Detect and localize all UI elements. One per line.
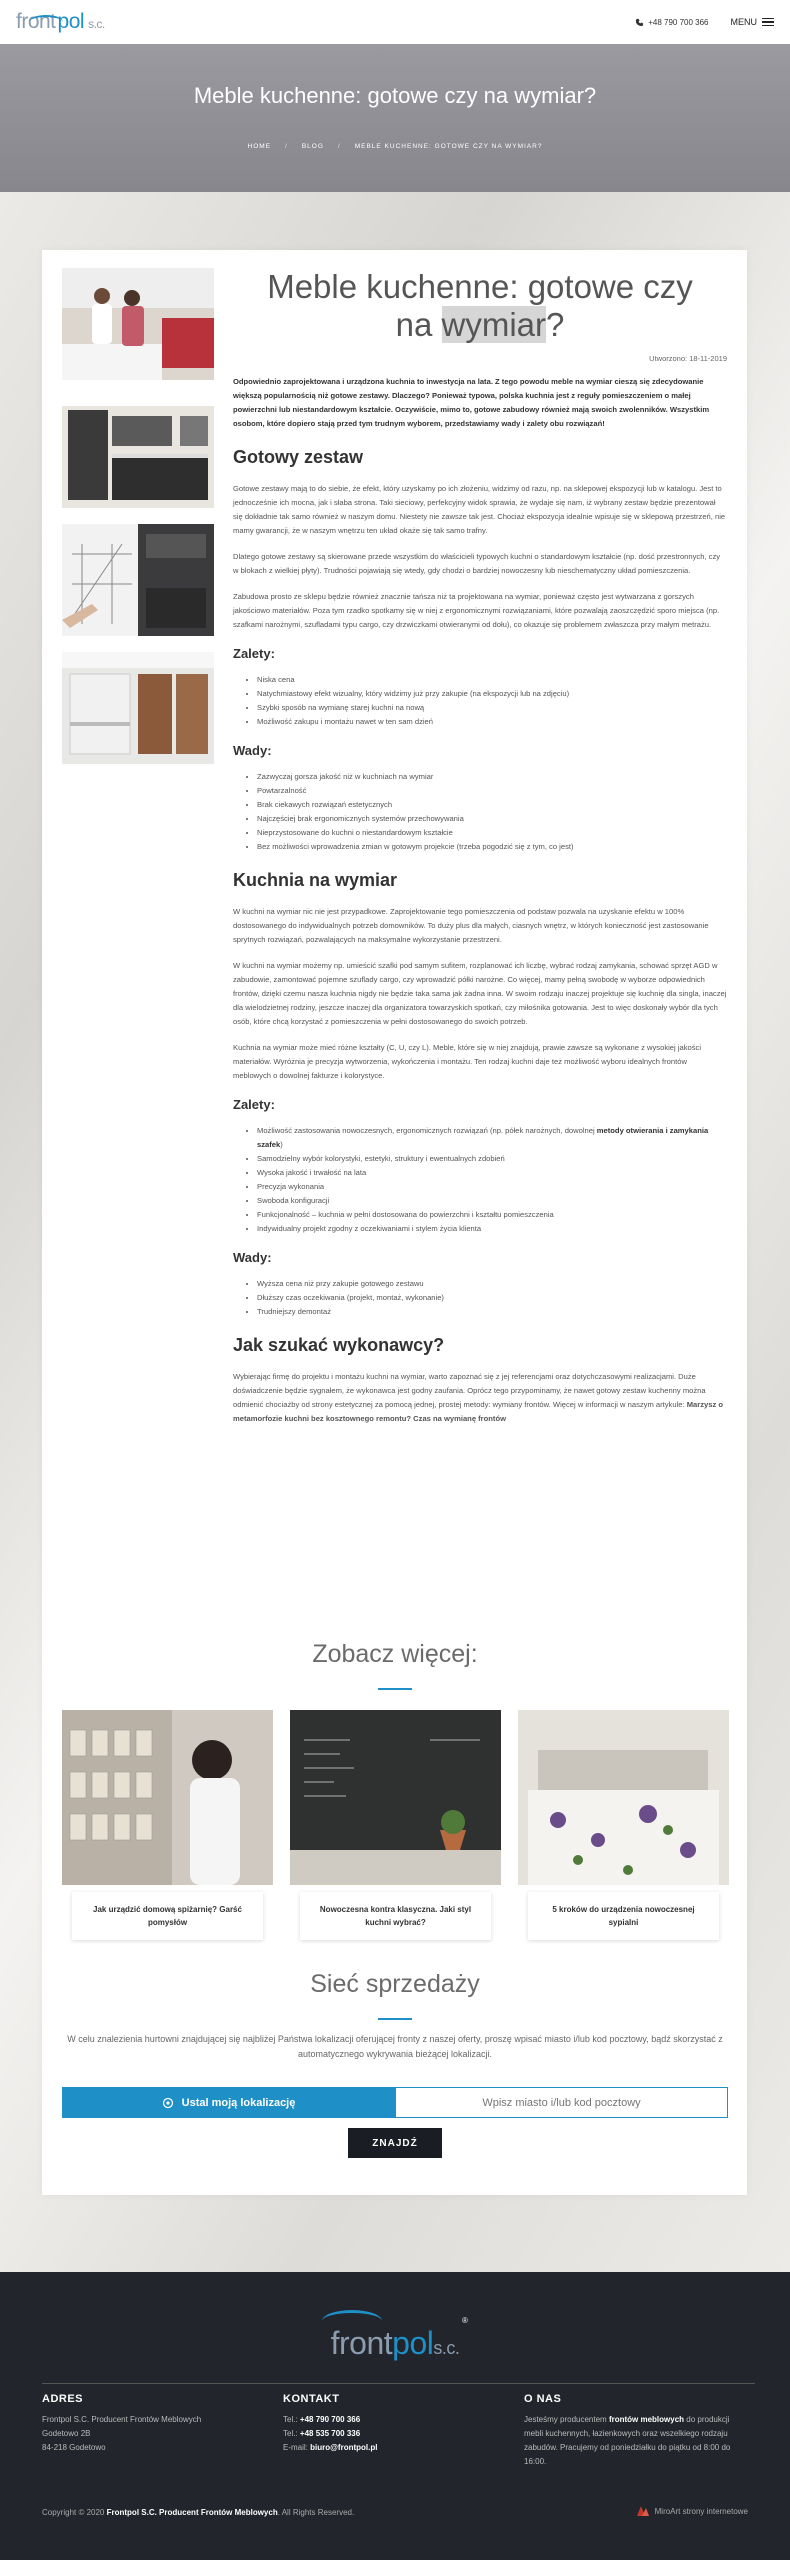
hero-banner [0, 44, 790, 192]
list-item: • Niska cena [257, 673, 727, 687]
list-item: • Bez możliwości wprowadzenia zmian w gotowym projekcie (trzeba pogodzić się z tym, co jest) [257, 840, 727, 854]
header-phone-number: +48 790 700 366 [648, 17, 709, 27]
menu-button[interactable] [731, 17, 775, 27]
related-post-card[interactable] [62, 1710, 273, 1930]
breadcrumb-separator: / [285, 142, 288, 150]
breadcrumb-current: MEBLE KUCHENNE: GOTOWE CZY NA WYMIAR? [354, 142, 543, 150]
sales-network-title: Sieć sprzedaży [310, 1970, 480, 1998]
list-item: • Możliwość zastosowania nowoczesnych, ergonomicznych rozwiązań (np. półek narożnych, dowolnej metody otwierania i zamykania szafek) [257, 1124, 727, 1152]
header-phone[interactable] [635, 18, 708, 27]
footer-address-line: Godetowo 2B [42, 2429, 91, 2438]
cons-title: Wady: [233, 743, 272, 758]
article-image-wood-kitchen [62, 652, 214, 764]
breadcrumb-home[interactable]: HOME [247, 142, 272, 150]
paragraph: Kuchnia na wymiar może mieć różne kształty (C, U, czy L). Meble, które się w niej znajdują, prawie zawsze są wykonane z wysokiej jakości materiałów. Wyróżnia je precyzja wytworzenia, wykończenia i montażu. Ten rodzaj kuchni daje też możliwość wyboru idealnych frontów meblowych o dowolnej fakturze i kolorystyce. [233, 1043, 702, 1080]
locate-me-label: Ustal moją lokalizację [181, 2096, 296, 2109]
registered-mark: ® [462, 2316, 468, 2325]
list-item: • Natychmiastowy efekt wizualny, który widzimy już przy zakupie (na ekspozycji lub na zdjęciu) [257, 687, 727, 701]
article-image-couple-kitchen [62, 268, 214, 380]
locate-me-button[interactable] [62, 2087, 395, 2118]
footer-logo[interactable]: frontpols.c. [330, 2325, 460, 2361]
find-button[interactable]: ZNAJDŹ [348, 2128, 442, 2158]
section-title-ready-set: Gotowy zestaw [233, 447, 364, 467]
menu-label: MENU [730, 17, 757, 27]
hamburger-icon [762, 18, 774, 27]
breadcrumb-separator: / [337, 142, 341, 150]
sales-network-description: W celu znalezienia hurtowni znajdującej się najbliżej Państwa lokalizacji oferującej fronty z naszej oferty, proszę wpisać miasto i/lub kod pocztowy, bądź skorzystać z automatycznego wykrywania bieżącej lokalizacji. [67, 2034, 723, 2059]
article-image-modern-kitchen [62, 396, 214, 508]
list-item: • Możliwość zakupu i montażu nawet w ten sam dzień [257, 715, 727, 729]
list-item: • Wysoka jakość i trwałość na lata [257, 1166, 727, 1180]
see-more-underline [378, 1688, 412, 1690]
article-image-kitchen-sketch [62, 524, 214, 636]
breadcrumb-blog[interactable]: BLOG [301, 142, 324, 150]
related-post-card[interactable] [518, 1710, 729, 1930]
phone-icon [635, 18, 644, 27]
footer-about-text: Jesteśmy producentem frontów meblowych do produkcji mebli kuchennych, łazienkowych oraz wszelkiego rodzaju zabudów. Pracujemy od poniedziałku do piątku od 8:00 do 16:00. [524, 2415, 731, 2466]
list-item: • Dłuższy czas oczekiwania (projekt, montaż, wykonanie) [257, 1291, 727, 1305]
pros-title: Zalety: [233, 1097, 275, 1112]
opening-methods-link[interactable]: metody otwierania i zamykania szafek [257, 1126, 709, 1149]
related-post-title: 5 kroków do urządzenia nowoczesnej sypialni [528, 1892, 719, 1940]
list-item: • Zazwyczaj gorsza jakość niż w kuchniach na wymiar [257, 770, 727, 784]
miroart-logo-icon [636, 2505, 650, 2517]
pros-title: Zalety: [233, 646, 275, 661]
footer-about [524, 2393, 744, 2469]
related-post-card[interactable] [290, 1710, 501, 1930]
footer-divider [42, 2383, 755, 2384]
footer-phone-2[interactable]: Tel.: +48 535 700 336 [283, 2429, 361, 2438]
paragraph: W kuchni na wymiar możemy np. umieścić szafki pod samym sufitem, rozplanować ich liczbę, wybrać rodzaj zamykania, schować sprzęt AGD w zabudowie, zamontować pojemne szuflady cargo, czy wprowadzić półki narożne. Co więcej, mamy pełną swobodę w wyborze odpowiednich frontów, dzięki czemu nasza kuchnia nigdy nie będzie taka sama jak żadna inna. W swoim rodzaju inaczej projektuje się kuchnię dla singla, inaczej dla wielodzietnej rodziny, jeszcze inaczej dla organizatora towarzyskich spotkań, czy miłośnika gotowania. Jest to więc doskonały wybór dla tych osób, które chcą korzystać z pomieszczenia w pełni dostosowanego do swoich potrzeb. [233, 961, 727, 1026]
article-body [233, 268, 727, 1438]
paragraph: Wybierając firmę do projektu i montażu kuchni na wymiar, warto zapoznać się z jej referencjami oraz dotychczasowymi realizacjami. Duże doświadczenie będzie sygnałem, że wykonawca jest godny zaufania. Oprócz tego przypominamy, że nawet gotowy zestaw kuchenny można odmienić chociażby od strony estetycznej za pomocą jednej, prostej metody: wymiany frontów. Więcej w informacji w naszym artykule: Marzysz o metamorfozie kuchni bez kosztownego remontu? Czas na wymianę frontów [233, 1372, 723, 1423]
pros-list-ready [233, 673, 727, 729]
related-post-image-pantry [62, 1710, 273, 1885]
footer-address-line: Frontpol S.C. Producent Frontów Meblowych [42, 2415, 202, 2424]
site-logo[interactable]: front pol s.c. [16, 10, 105, 33]
footer-phone-1[interactable]: Tel.: +48 790 700 366 [283, 2415, 361, 2424]
hero-title: Meble kuchenne: gotowe czy na wymiar? [193, 82, 597, 108]
logo-arc [29, 15, 63, 29]
site-header [0, 0, 790, 44]
cons-list-custom [233, 1277, 727, 1319]
list-item: • Powtarzalność [257, 784, 727, 798]
pros-list-custom [233, 1124, 727, 1236]
list-item: • Brak ciekawych rozwiązań estetycznych [257, 798, 727, 812]
list-item: • Najczęściej brak ergonomicznych systemów przechowywania [257, 812, 727, 826]
article-title: Meble kuchenne: gotowe czy na wymiar? [267, 268, 693, 343]
related-post-title: Nowoczesna kontra klasyczna. Jaki styl kuchni wybrać? [300, 1892, 491, 1940]
list-item: • Precyzja wykonania [257, 1180, 727, 1194]
crosshair-icon [162, 2097, 174, 2109]
fronts-article-link[interactable]: Marzysz o metamorfozie kuchni bez kosztownego remontu? Czas na wymianę frontów [233, 1400, 723, 1423]
header-actions [635, 17, 774, 27]
footer-email[interactable]: E-mail: biuro@frontpol.pl [283, 2443, 378, 2452]
related-post-image-chalkboard [290, 1710, 501, 1885]
breadcrumb [248, 143, 543, 150]
footer-about-title: O NAS [524, 2393, 562, 2405]
article-images [62, 268, 214, 780]
cons-list-ready [233, 770, 727, 854]
copyright: Copyright © 2020 Frontpol S.C. Producent Frontów Meblowych. All Rights Reserved. [42, 2508, 355, 2517]
footer-address-line: 84-218 Godetowo [42, 2443, 106, 2452]
list-item: • Wyższa cena niż przy zakupie gotowego zestawu [257, 1277, 727, 1291]
list-item: • Swoboda konfiguracji [257, 1194, 727, 1208]
paragraph: Zabudowa prosto ze sklepu będzie również znacznie tańsza niż ta projektowana na wymiar, ponieważ często jest wytwarzana z gorszych jakościowo materiałów. Poza tym rzadko spotkamy się w niej z ergonomicznymi rozwiązaniami, które pozwalają zaoszczędzić sporo miejsca (np. szafkami narożnymi, szufladami typu cargo, czy drzwiczkami otwieranymi od dołu), co okazuje się problemem zwłaszcza przy małym metrażu. [233, 592, 720, 629]
related-post-image-bedroom [518, 1710, 729, 1885]
related-post-title: Jak urządzić domową spiżarnię? Garść pomysłów [72, 1892, 263, 1940]
city-postcode-input[interactable] [395, 2087, 728, 2118]
list-item: • Samodzielny wybór kolorystyki, estetyki, struktury i ewentualnych zdobień [257, 1152, 727, 1166]
see-more-title: Zobacz więcej: [312, 1640, 478, 1668]
section-title-custom-kitchen: Kuchnia na wymiar [233, 870, 398, 890]
article-date: Utworzono: 18-11-2019 [649, 354, 727, 363]
list-item: • Funkcjonalność – kuchnia w pełni dostosowana do powierzchni i kształtu pomieszczenia [257, 1208, 727, 1222]
footer-address-title: ADRES [42, 2393, 84, 2405]
list-item: • Trudniejszy demontaż [257, 1305, 727, 1319]
footer-contact [283, 2393, 503, 2455]
sales-network-underline [378, 2018, 412, 2020]
footer-address [42, 2393, 262, 2455]
section-title-find-contractor: Jak szukać wykonawcy? [233, 1335, 445, 1355]
list-item: • Indywidualny projekt zgodny z oczekiwaniami i stylem życia klienta [257, 1222, 727, 1236]
paragraph: W kuchni na wymiar nic nie jest przypadkowe. Zaprojektowanie tego pomieszczenia od podstaw pozwala na uzyskanie efektu w 100% dostosowanego do indywidualnych potrzeb domowników. To duży plus dla małych, ciasnych wnętrz, w których konieczność jest zastosowanie sprytnych rozwiązań, pozwalających na maksymalne wykorzystanie przestrzeni. [233, 907, 709, 944]
cons-title: Wady: [233, 1250, 272, 1265]
paragraph: Dlatego gotowe zestawy są skierowane przede wszystkim do właścicieli typowych kuchni o standardowym kształcie (np. dość przestronnych, czy w blokach z wielkiej płyty). Trudności pojawiają się wtedy, gdy chodzi o bardziej nowoczesny lub nieschematyczny układ pomieszczenia. [233, 552, 721, 575]
paragraph: Gotowe zestawy mają to do siebie, że efekt, który uzyskamy po ich złożeniu, widzimy od razu, np. na sklepowej ekspozycji lub w katalogu. Jest to jednocześnie ich mocna, jak i słaba strona. Taki sieciowy, perfekcyjny widok sprawia, że wydaje się nam, iż wybrany zestaw będzie prezentował się dokładnie tak samo również w naszym domu. Niestety nie zawsze tak jest. Chociaż ekspozycja idealnie wpisuje się w sklepową przestrzeń, nie mamy gwarancji, że w naszym wnętrzu ten układ okaże się tak samo trafny. [233, 484, 726, 535]
agency-credit[interactable]: MiroArt strony internetowe [636, 2505, 748, 2517]
list-item: • Nieprzystosowane do kuchni o niestandardowym kształcie [257, 826, 727, 840]
article-lead: Odpowiednio zaprojektowana i urządzona kuchnia to inwestycja na lata. Z tego powodu meble na wymiar cieszą się zdecydowanie większą popularnością niż gotowe zestawy. Dlaczego? Ponieważ typowa, polska kuchnia jest z reguły pomieszczeniem o małej powierzchni lub niestandardowym kształcie. Oczywiście, mimo to, gotowe zabudowy również mają swoich zwolenników. Wszystkim osobom, które dopiero stają przed tym trudnym wyborem, przedstawiamy wady i zalety obu rozwiązań! [233, 377, 710, 428]
list-item: • Szybki sposób na wymianę starej kuchni na nową [257, 701, 727, 715]
footer-contact-title: KONTAKT [283, 2393, 340, 2405]
